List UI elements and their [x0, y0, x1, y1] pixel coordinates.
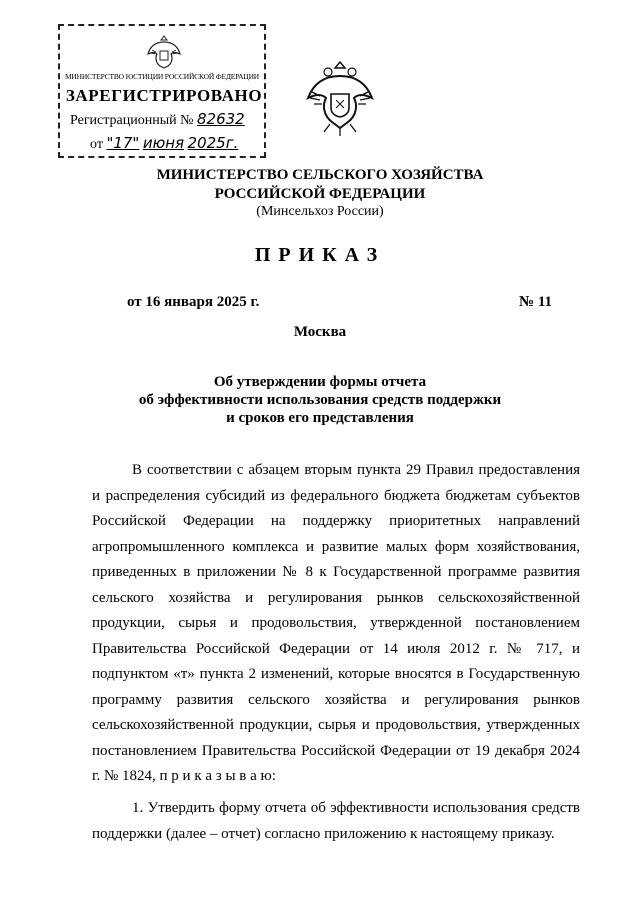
document-type-title: ПРИКАЗ	[254, 244, 386, 266]
body-paragraph-item-1: 1. Утвердить форму отчета об эффективности использования средств поддержки (далее – отчет) согласно приложению к настоящему приказу.	[92, 800, 580, 842]
stamp-reg-label: Регистрационный №	[70, 113, 194, 128]
stamp-date-prefix: от	[90, 137, 103, 152]
subject-line-1: Об утверждении формы отчета	[213, 374, 427, 390]
city: Москва	[293, 324, 347, 340]
order-subject	[0, 373, 640, 427]
ministry-short-name: (Минсельхоз России)	[256, 204, 384, 219]
subject-line-3: и сроков его представления	[226, 410, 414, 426]
body-paragraph-preamble: В соответствии с абзацем вторым пункта 29 Правил предоставления и распределения субсидий из федерального бюджета бюджетам субъектов Российской Федерации на поддержку приоритетных направлений агропромышленного комплекса и развитие малых форм хозяйствования, приведенных в приложении № 8 к Государственной программе развития сельского хозяйства и регулирования рынков сельскохозяйственной продукции, сырья и продовольствия, утвержденной постановлением Правительства Российской Федерации от 14 июля 2012 г. № 717, и подпунктом «т» пункта 2 изменений, которые вносятся в Государственную программу развития сельского хозяйства и регулирования рынков сельскохозяйственной продукции, сырья и продовольствия, утвержденных постановлением Правительства Российской Федерации от 19 декабря 2024 г. № 1824, п р и к а з ы в а ю:	[92, 462, 580, 784]
stamp-reg-number: 82632	[197, 110, 245, 128]
stamp-org-name: МИНИСТЕРСТВО ЮСТИЦИИ РОССИЙСКОЙ ФЕДЕРАЦИИ	[64, 72, 260, 81]
stamp-date-year: 2025г.	[187, 134, 239, 152]
order-number: № 11	[519, 294, 552, 310]
stamp-date-day: "17"	[106, 134, 140, 152]
stamp-date-row	[90, 134, 238, 153]
ministry-line-2: РОССИЙСКОЙ ФЕДЕРАЦИИ	[214, 186, 426, 202]
stamp-registered-label: ЗАРЕГИСТРИРОВАНО	[65, 86, 263, 105]
stamp-reg-number-row	[70, 110, 245, 129]
order-date: от 16 января 2025 г.	[127, 294, 260, 310]
subject-line-2: об эффективности использования средств поддержки	[138, 392, 502, 408]
registration-stamp	[58, 24, 266, 158]
eagle-emblem-icon	[144, 32, 184, 72]
ministry-name	[0, 166, 640, 204]
ministry-line-1: МИНИСТЕРСТВО СЕЛЬСКОГО ХОЗЯЙСТВА	[156, 167, 484, 183]
stamp-date-month: июня	[142, 134, 185, 152]
coat-of-arms-icon	[300, 58, 380, 138]
